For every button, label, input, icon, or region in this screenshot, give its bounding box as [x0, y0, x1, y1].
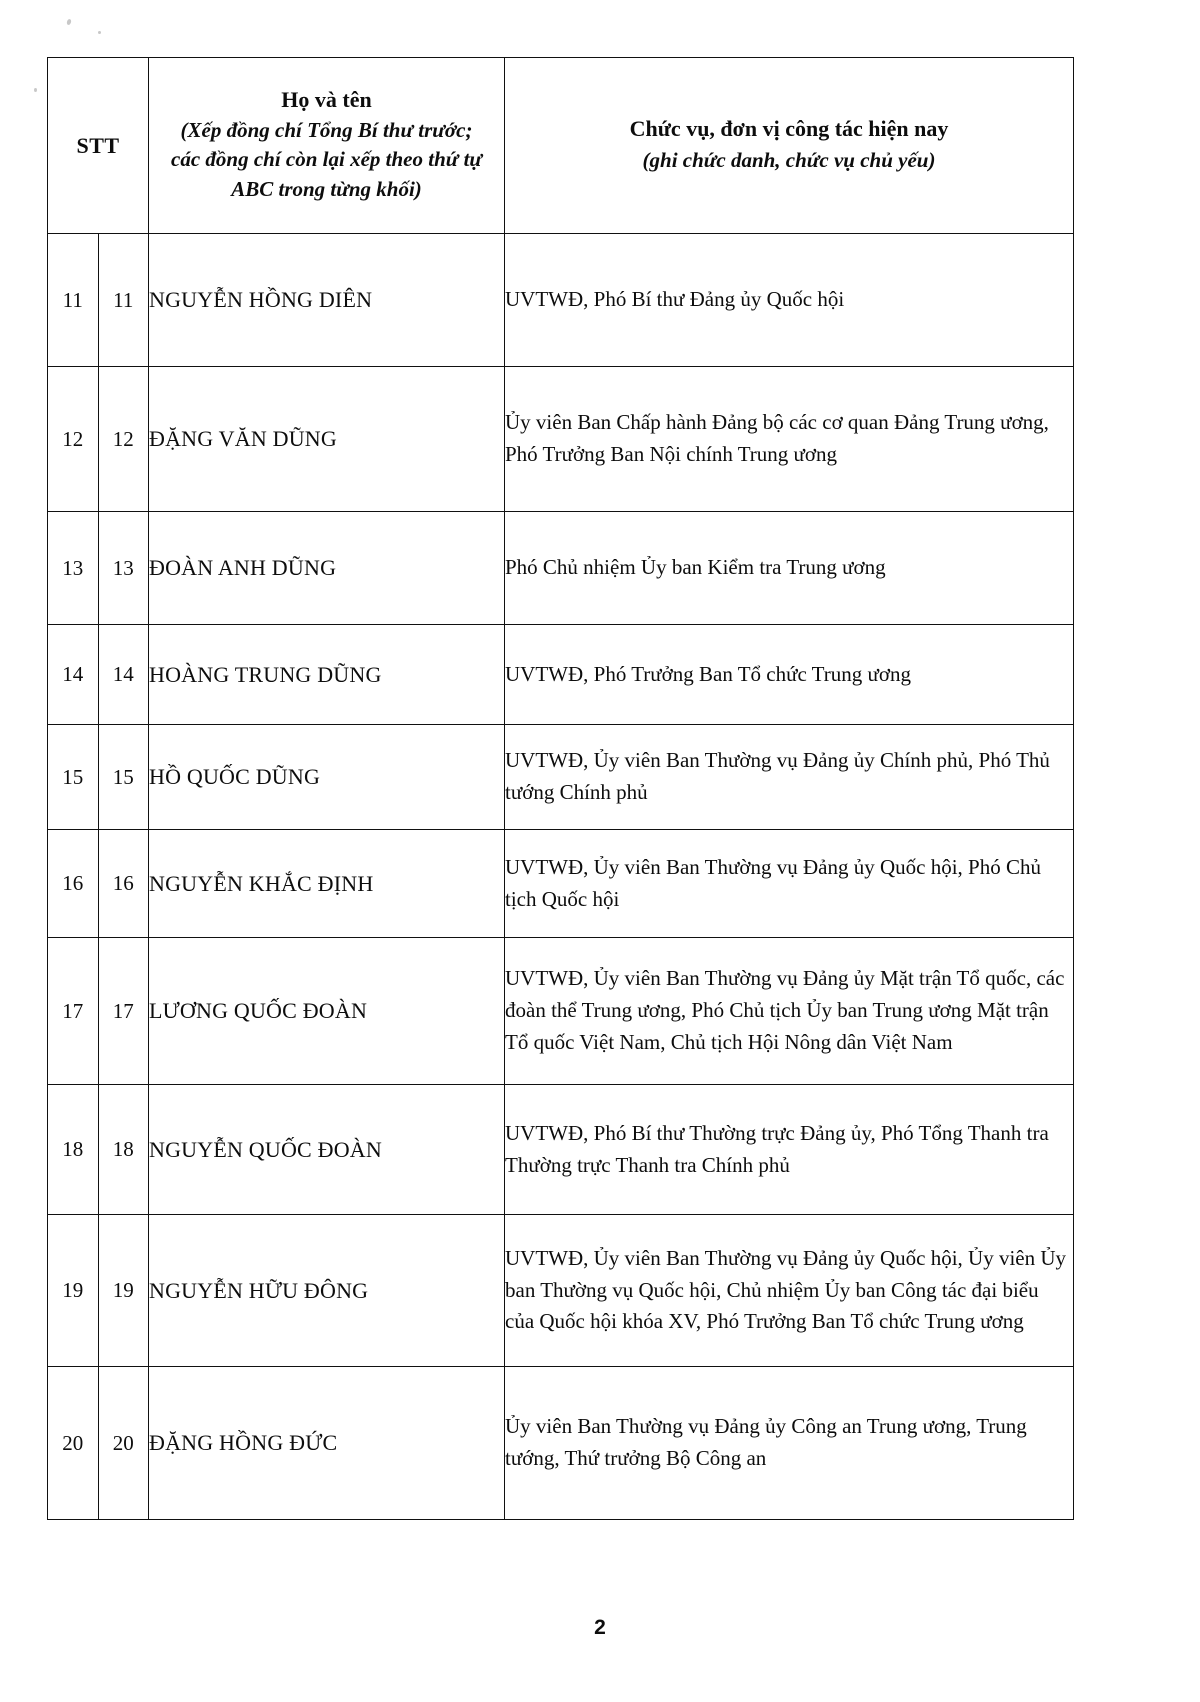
row-position [505, 512, 1074, 625]
row-position-line: UVTWĐ, Phó Bí thư Đảng ủy Quốc hội [505, 287, 845, 312]
row-position [505, 830, 1074, 938]
row-index: 18 [98, 1085, 149, 1215]
row-number: 17 [48, 938, 99, 1085]
row-person-name: HỒ QUỐC DŨNG [149, 725, 505, 830]
row-index: 19 [98, 1215, 149, 1367]
column-header-role-title: Chức vụ, đơn vị công tác hiện nay [629, 115, 949, 141]
row-position-line: Thường trực Thanh tra Chính phủ [505, 1152, 790, 1177]
row-position-line: của Quốc hội khóa XV, Phó Trưởng Ban Tổ chức Trung ương [505, 1309, 1024, 1334]
table-row [48, 938, 1074, 1085]
table-row [48, 512, 1074, 625]
row-person-name: HOÀNG TRUNG DŨNG [149, 625, 505, 725]
row-person-name: NGUYỄN QUỐC ĐOÀN [149, 1085, 505, 1215]
row-number: 19 [48, 1215, 99, 1367]
row-number: 14 [48, 625, 99, 725]
table-row [48, 367, 1074, 512]
column-header-name-note-line: ABC trong từng khối) [231, 177, 422, 202]
table-row [48, 830, 1074, 938]
row-position-line: Tổ quốc Việt Nam, Chủ tịch Hội Nông dân Việt Nam [505, 1029, 953, 1054]
scan-artifact-speck [98, 31, 101, 34]
row-position-line: tướng, Thứ trưởng Bộ Công an [505, 1446, 767, 1470]
row-position-line: UVTWĐ, Ủy viên Ban Thường vụ Đảng ủy Chính phủ, Phó Thủ [505, 748, 1050, 773]
table-row [48, 625, 1074, 725]
table-header [48, 58, 1074, 234]
row-number: 12 [48, 367, 99, 512]
row-number: 18 [48, 1085, 99, 1215]
row-position-line: tịch Quốc hội [505, 886, 620, 911]
row-position-line: ban Thường vụ Quốc hội, Chủ nhiệm Ủy ban Công tác đại biểu [505, 1277, 1039, 1302]
row-index: 12 [98, 367, 149, 512]
row-number: 16 [48, 830, 99, 938]
scan-artifact-speck [66, 19, 72, 26]
row-person-name: ĐẶNG VĂN DŨNG [149, 367, 505, 512]
row-position-line: đoàn thể Trung ương, Phó Chủ tịch Ủy ban Trung ương Mặt trận [505, 998, 1049, 1023]
row-position [505, 1085, 1074, 1215]
row-person-name: NGUYỄN HỒNG DIÊN [149, 234, 505, 367]
table-row [48, 234, 1074, 367]
page-number: 2 [594, 1616, 606, 1639]
row-person-name: LƯƠNG QUỐC ĐOÀN [149, 938, 505, 1085]
row-position-line: tướng Chính phủ [505, 780, 648, 804]
row-number: 13 [48, 512, 99, 625]
row-position-line: Ủy viên Ban Chấp hành Đảng bộ các cơ quan Đảng Trung ương, [505, 410, 1049, 435]
column-header-name-note-line: (Xếp đồng chí Tổng Bí thư trước; [180, 117, 473, 142]
row-index: 20 [98, 1367, 149, 1520]
table-header-row [48, 58, 1074, 234]
table-row [48, 725, 1074, 830]
column-header-name-note-line: các đồng chí còn lại xếp theo thứ tự [171, 147, 482, 172]
row-index: 13 [98, 512, 149, 625]
table-row [48, 1215, 1074, 1367]
row-position-line: Phó Chủ nhiệm Ủy ban Kiểm tra Trung ương [505, 555, 886, 580]
row-position [505, 234, 1074, 367]
row-position-line: UVTWĐ, Ủy viên Ban Thường vụ Đảng ủy Quốc hội, Phó Chủ [505, 854, 1041, 879]
column-header-role-note [505, 146, 1073, 176]
row-position-line: UVTWĐ, Ủy viên Ban Thường vụ Đảng ủy Quốc hội, Ủy viên Ủy [505, 1245, 1067, 1270]
row-person-name: ĐẶNG HỒNG ĐỨC [149, 1367, 505, 1520]
column-header-name-title: Họ và tên [281, 87, 372, 113]
row-position-line: UVTWĐ, Phó Bí thư Thường trực Đảng ủy, Phó Tổng Thanh tra [505, 1120, 1049, 1145]
row-position-line: Ủy viên Ban Thường vụ Đảng ủy Công an Trung ương, Trung [505, 1414, 1027, 1439]
column-header-name [149, 58, 505, 234]
table-row [48, 1085, 1074, 1215]
row-position [505, 625, 1074, 725]
row-person-name: ĐOÀN ANH DŨNG [149, 512, 505, 625]
roster-table [47, 57, 1074, 1520]
row-person-name: NGUYỄN HỮU ĐÔNG [149, 1215, 505, 1367]
row-position [505, 938, 1074, 1085]
row-index: 15 [98, 725, 149, 830]
column-header-role [505, 58, 1074, 234]
row-position-line: UVTWĐ, Phó Trưởng Ban Tổ chức Trung ương [505, 661, 912, 686]
row-position [505, 367, 1074, 512]
row-position-line: Phó Trưởng Ban Nội chính Trung ương [505, 442, 838, 466]
row-number: 11 [48, 234, 99, 367]
table-body [48, 234, 1074, 1520]
row-position [505, 1367, 1074, 1520]
table-row [48, 1367, 1074, 1520]
column-header-role-note-line: (ghi chức danh, chức vụ chủ yếu) [642, 148, 936, 173]
row-index: 11 [98, 234, 149, 367]
column-header-stt: STT [48, 58, 149, 234]
row-index: 14 [98, 625, 149, 725]
row-person-name: NGUYỄN KHẮC ĐỊNH [149, 830, 505, 938]
row-number: 20 [48, 1367, 99, 1520]
row-position [505, 1215, 1074, 1367]
column-header-name-note [149, 116, 504, 205]
row-number: 15 [48, 725, 99, 830]
row-index: 16 [98, 830, 149, 938]
row-index: 17 [98, 938, 149, 1085]
row-position-line: UVTWĐ, Ủy viên Ban Thường vụ Đảng ủy Mặt trận Tổ quốc, các [505, 966, 1065, 991]
scan-artifact-speck [34, 88, 37, 92]
row-position [505, 725, 1074, 830]
